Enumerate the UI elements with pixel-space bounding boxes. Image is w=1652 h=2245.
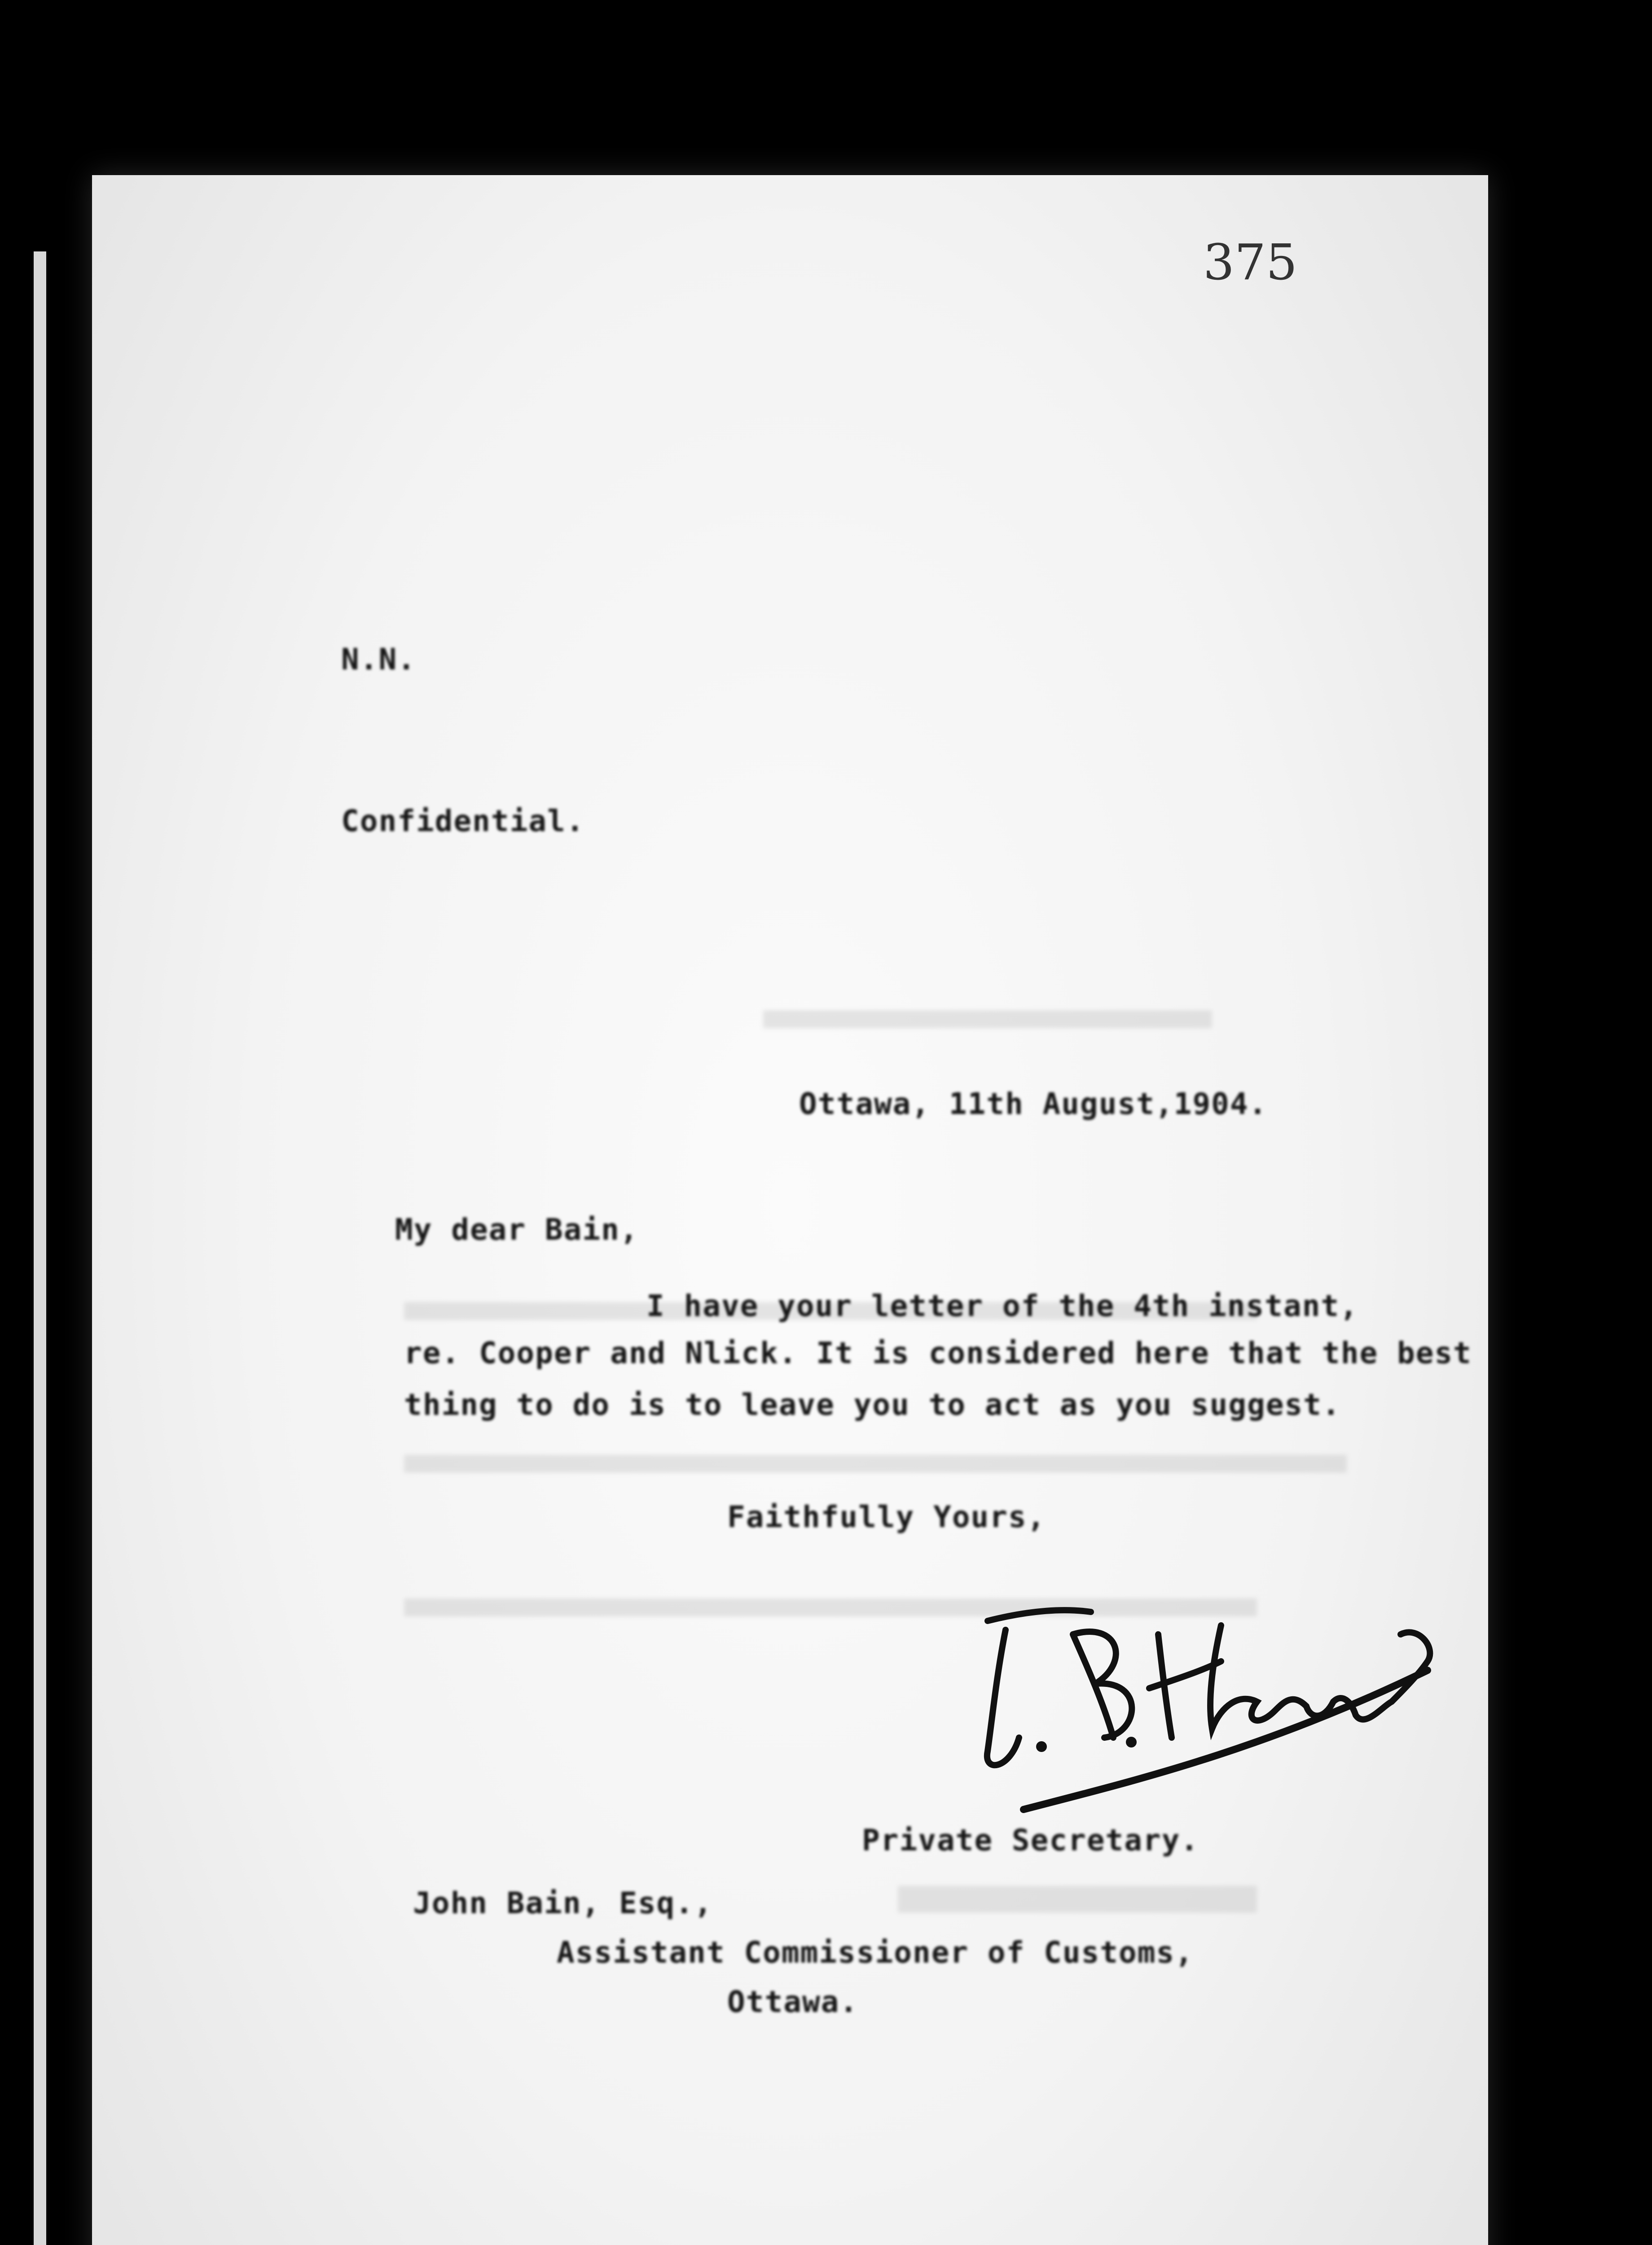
body-line: re. Cooper and Nlick. It is considered here that the best — [404, 1336, 1472, 1370]
bleed-through-mark — [763, 1010, 1212, 1028]
addressee-name: John Bain, Esq., — [413, 1886, 713, 1920]
body-line: I have your letter of the 4th instant, — [646, 1289, 1358, 1323]
addressee-title: Assistant Commissioner of Customs, — [557, 1935, 1194, 1970]
complimentary-close: Faithfully Yours, — [727, 1500, 1046, 1534]
page-number: 375 — [1203, 233, 1297, 291]
reference-initials: N.N. — [341, 642, 416, 677]
addressee-city: Ottawa. — [727, 1985, 859, 2019]
signer-title: Private Secretary. — [862, 1823, 1199, 1858]
letter-page — [92, 175, 1488, 2245]
salutation: My dear Bain, — [395, 1212, 639, 1247]
confidential-marking: Confidential. — [341, 804, 585, 838]
bleed-through-mark — [404, 1455, 1347, 1473]
dateline: Ottawa, 11th August,1904. — [799, 1087, 1268, 1121]
bleed-through-mark — [898, 1886, 1257, 1913]
film-edge — [34, 251, 46, 2245]
handwritten-signature — [970, 1558, 1446, 1845]
body-line: thing to do is to leave you to act as you suggest. — [404, 1387, 1341, 1422]
